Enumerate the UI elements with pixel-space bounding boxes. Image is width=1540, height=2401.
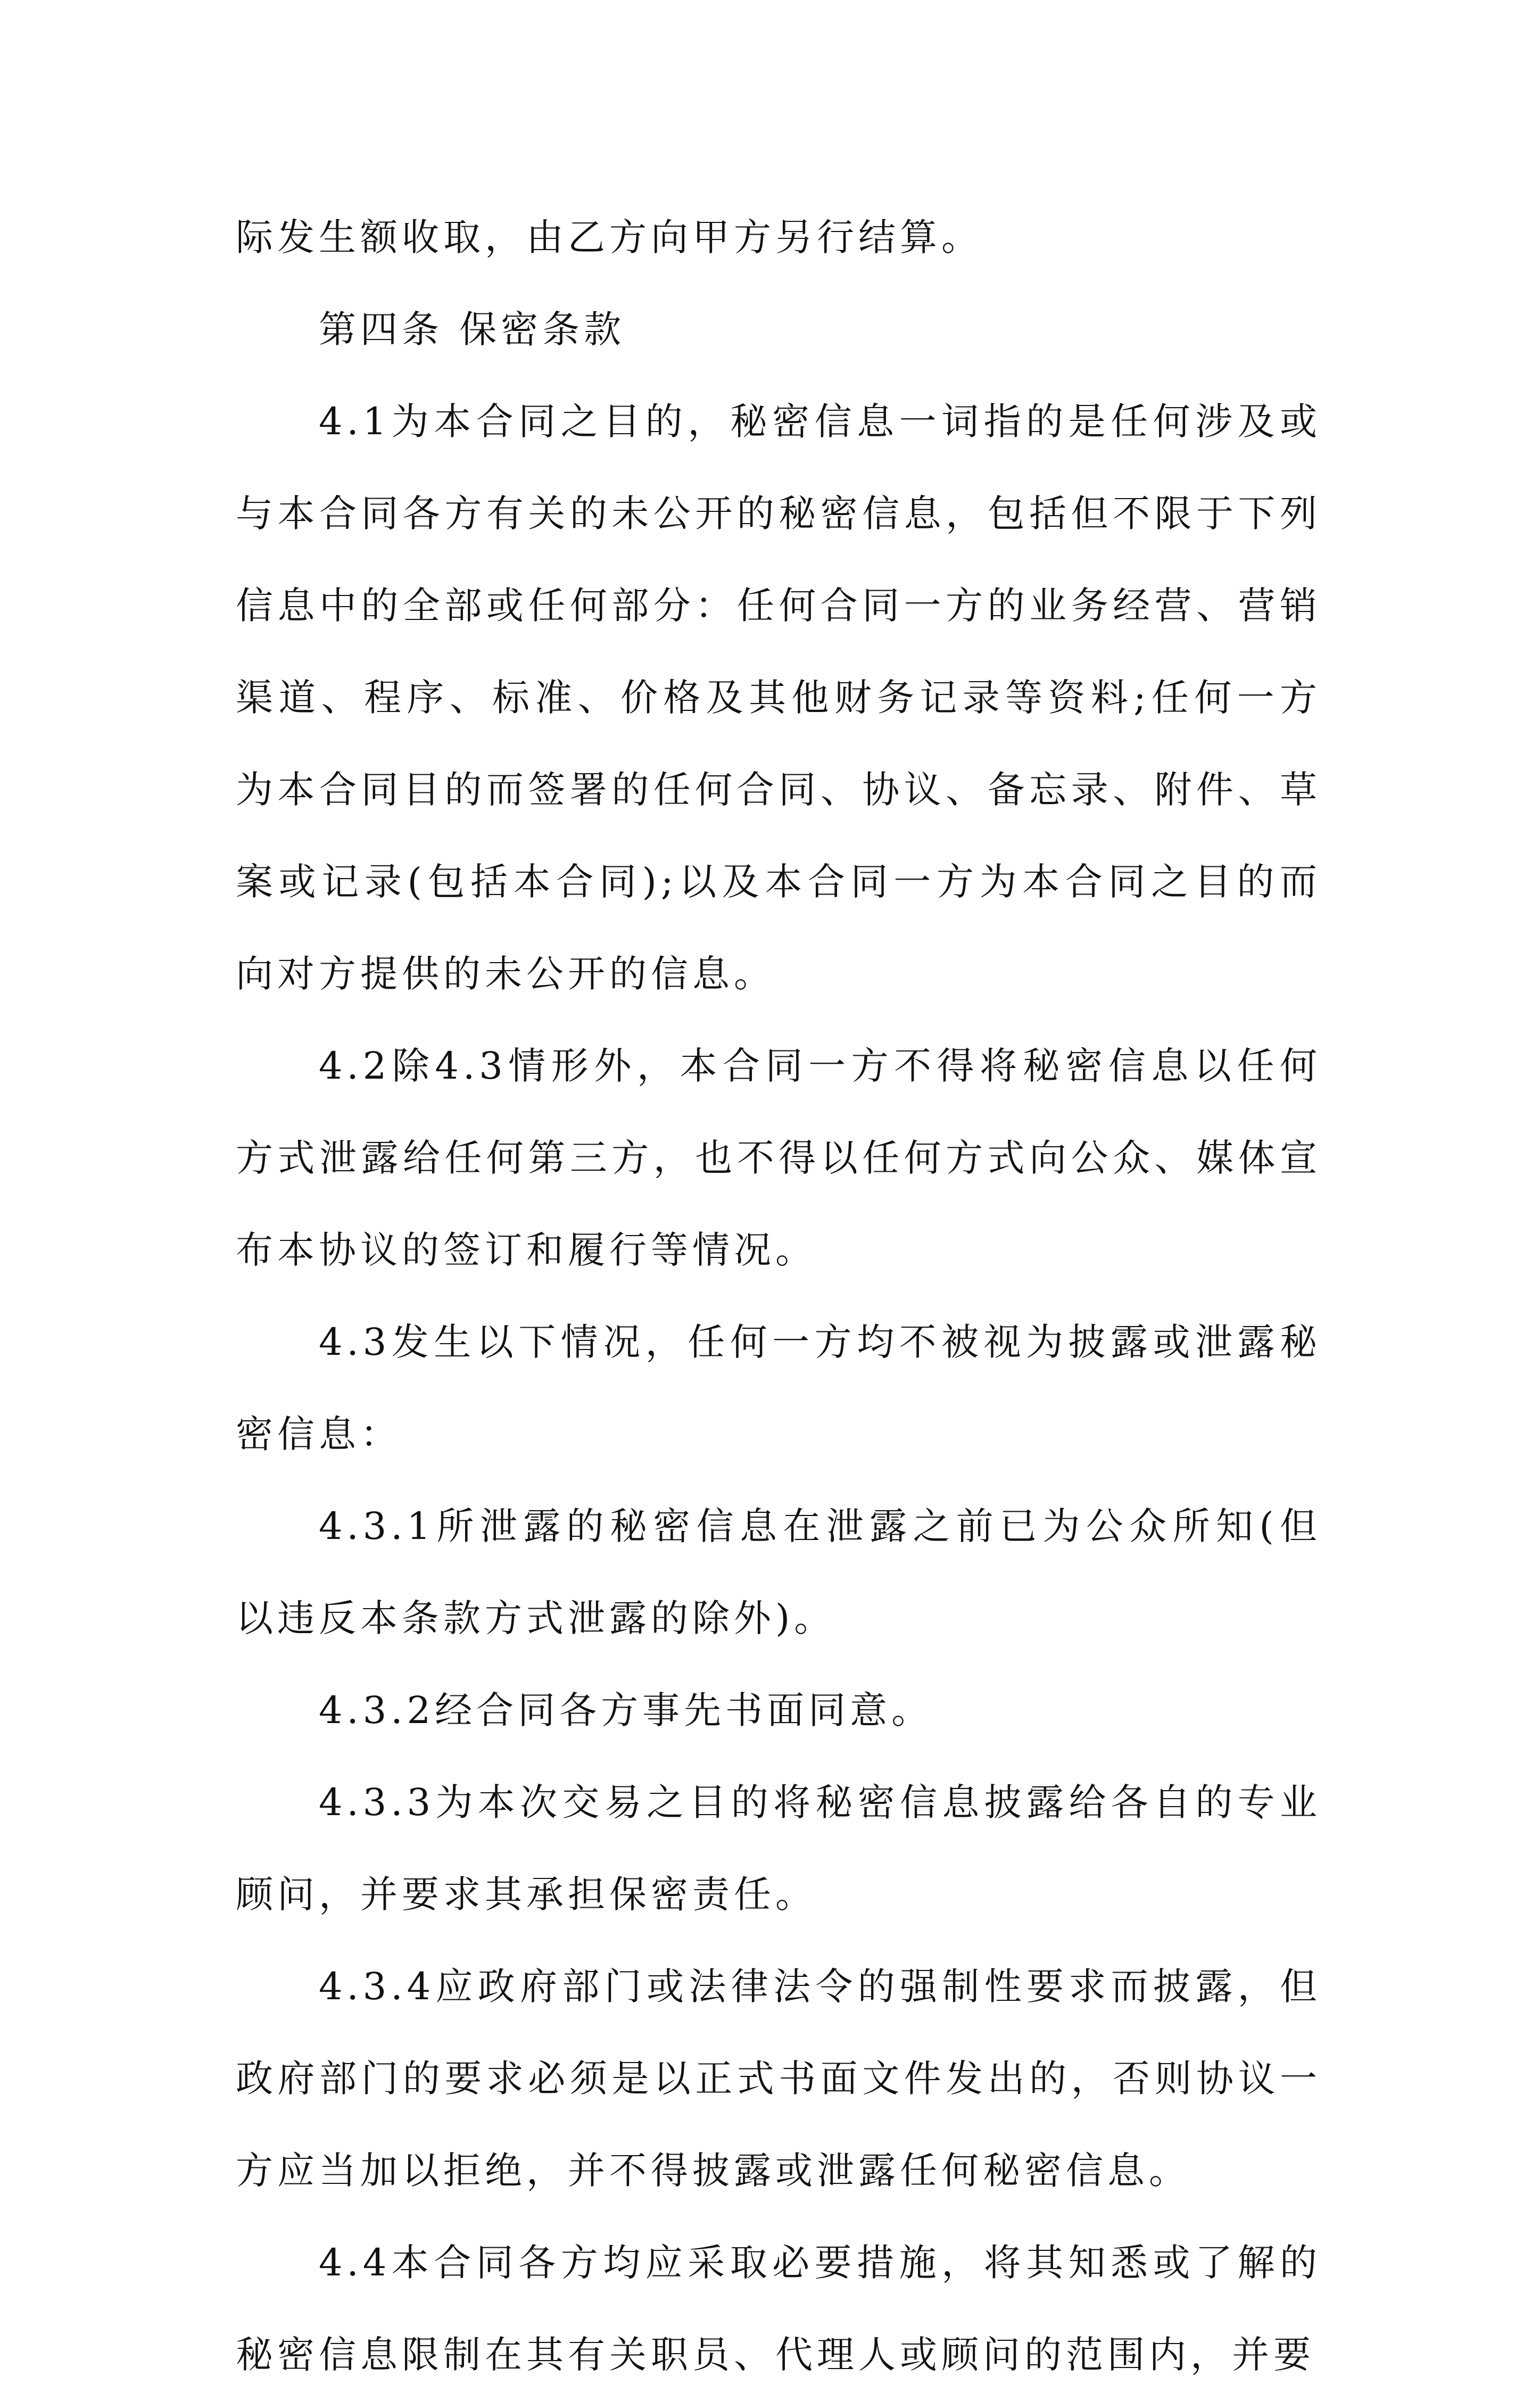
section-heading: 第四条 保密条款 [319,308,626,351]
clause-4-3-1: 4.3.1所泄露的秘密信息在泄露之前已为公众所知(但以违反本条款方式泄露的除外)。 [236,1504,1321,1640]
clause-4-4: 4.4本合同各方均应采取必要措施，将其知悉或了解的秘密信息限制在其有关职员、代理人或顾问的范围内，并要 [236,2241,1321,2377]
clause-4-3-3: 4.3.3为本次交易之目的将秘密信息披露给各自的专业顾问，并要求其承担保密责任。 [236,1781,1321,1916]
document-body [236,192,1321,2401]
clause-4-3-2: 4.3.2经合同各方事先书面同意。 [319,1688,933,1732]
paragraph-continuation: 际发生额收取，由乙方向甲方另行结算。 [236,216,983,259]
clause-4-3-4: 4.3.4应政府部门或法律法令的强制性要求而披露，但政府部门的要求必须是以正式书面文件发出的，否则协议一方应当加以拒绝，并不得披露或泄露任何秘密信息。 [236,1965,1321,2192]
clause-4-1: 4.1为本合同之目的，秘密信息一词指的是任何涉及或与本合同各方有关的未公开的秘密信息，包括但不限于下列信息中的全部或任何部分：任何合同一方的业务经营、营销渠道、程序、标准、价格及其他财务记录等资料;任何一方为本合同目的而签署的任何合同、协议、备忘录、附件、草案或记录(包括本合同);以及本合同一方为本合同之目的而向对方提供的未公开的信息。 [236,400,1321,996]
clause-4-2: 4.2除4.3情形外，本合同一方不得将秘密信息以任何方式泄露给任何第三方，也不得以任何方式向公众、媒体宣布本协议的签订和履行等情况。 [236,1044,1321,1272]
clause-4-3: 4.3发生以下情况，任何一方均不被视为披露或泄露秘密信息： [236,1320,1321,1456]
